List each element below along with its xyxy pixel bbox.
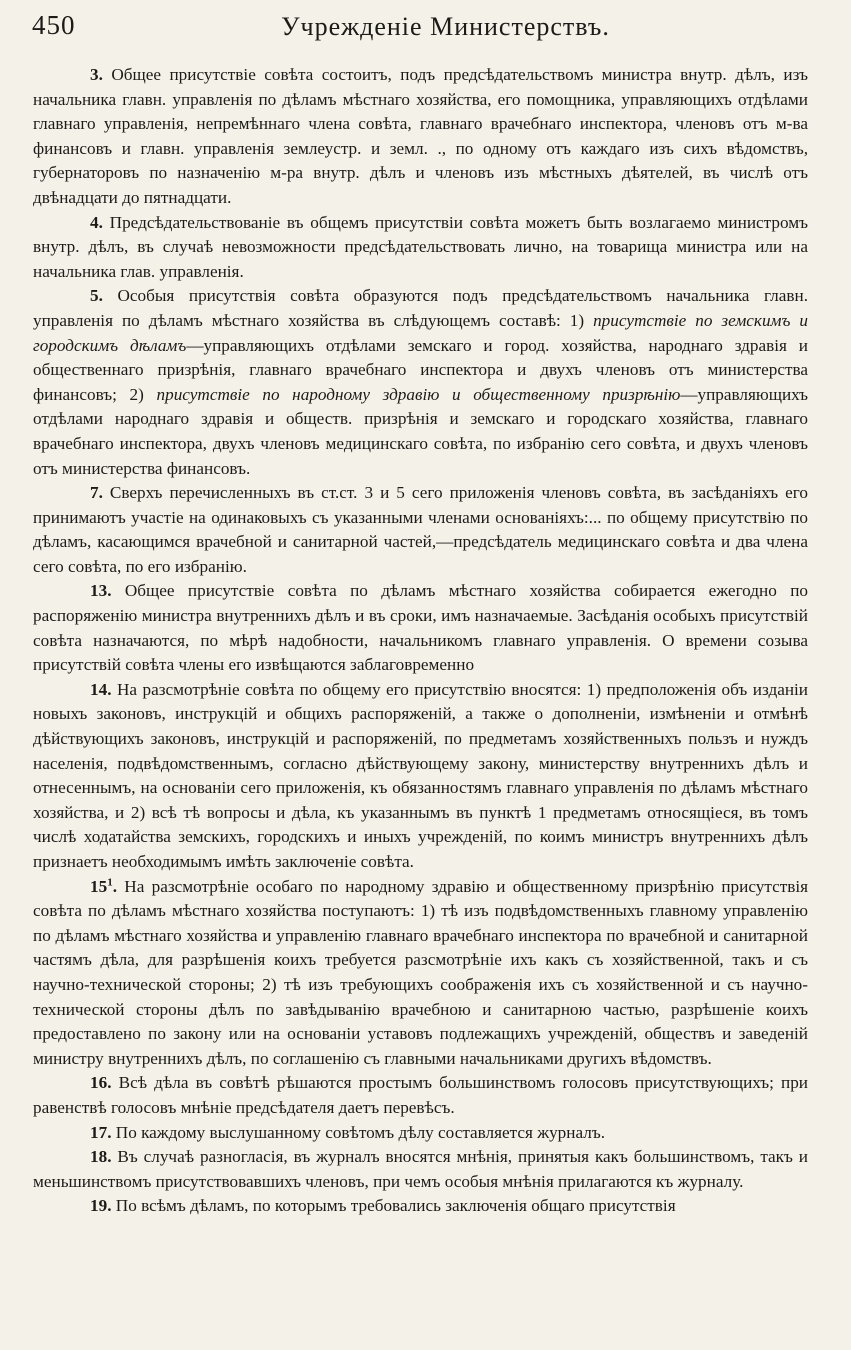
- paragraph-7: [33, 481, 808, 579]
- paragraph-text: Предсѣдательствованіе въ общемъ присутствіи совѣта можетъ быть возлагаемо министромъ внутр. дѣлъ, въ случаѣ невозможности предсѣдательствовать лично, на товарища министра или на начальника глав. управленія.: [33, 212, 808, 281]
- paragraph-14: [33, 678, 808, 875]
- article-number: 13.: [90, 581, 112, 601]
- paragraph-text: Въ случаѣ разногласія, въ журналъ вносятся мнѣнія, принятыя какъ большинствомъ, такъ и меньшинствомъ присутствовавшихъ членовъ, при чемъ особыя мнѣнія прилагаются къ журналу.: [33, 1147, 809, 1191]
- article-number: 18.: [90, 1147, 112, 1167]
- paragraph-19: [33, 1194, 808, 1219]
- article-number-superscript: 1: [107, 875, 113, 888]
- paragraph-text: —управляющихъ отдѣлами земскаго и город. хозяйства, народнаго здравія и общественнаго призрѣнія, главнаго врачебнаго инспектора и двухъ членовъ отъ министерства финансовъ; 2): [33, 335, 808, 404]
- article-number: 19.: [90, 1196, 112, 1216]
- paragraph-text: По каждому выслушанному совѣтомъ дѣлу составляется журналъ.: [115, 1122, 606, 1142]
- paragraph-text: Общее присутствіе совѣта состоитъ, подъ предсѣдательствомъ министра внутр. дѣлъ, изъ начальника главн. управленія по дѣламъ мѣстнаго хозяйства, его помощника, управляющихъ отдѣлами главнаго управленія, непремѣннаго члена совѣта, главнаго врачебнаго инспектора, членовъ отъ м-ва финансовъ и главн. управленія землеустр. и земл. ., по одному отъ каждаго изъ сихъ вѣдомствъ, губернаторовъ по назначенію м-ра внутр. дѣлъ и членовъ изъ мѣстныхъ дѣятелей, въ числѣ отъ двѣнадцати до пятнадцати.: [33, 65, 809, 207]
- paragraph-16: [33, 1071, 808, 1120]
- article-number-dot: .: [112, 876, 117, 896]
- paragraph-17: [33, 1121, 808, 1146]
- paragraph-3: [33, 63, 808, 211]
- article-number-main: 15: [90, 876, 108, 896]
- italic-term: присутствіе по народному здравію и общественному призрѣнію: [156, 384, 681, 404]
- paragraph-text: На разсмотрѣніе особаго по народному здравію и общественному призрѣнію присутствія совѣта по дѣламъ мѣстнаго хозяйства поступаютъ: 1) тѣ изъ подвѣдомственныхъ главному управленію по дѣламъ мѣстнаго хозяйства и управленію главнаго врачебнаго инспектора по врачебной и санитарной частямъ дѣла, для разрѣшенія коихъ требуется разсмотрѣніе ихъ какъ съ хозяйственной, такъ и съ научно-технической стороны; 2) тѣ изъ требующихъ соображенія ихъ съ хозяйственной и съ научно-технической стороны дѣлъ по завѣдыванію врачебною и санитарною частью, разрѣшеніе коихъ предоставлено по закону или на основаніи уставовъ подлежащихъ учрежденій, обществъ и заведеній министру внутреннихъ дѣлъ, по соглашенію съ главными начальниками другихъ вѣдомствъ.: [33, 876, 809, 1068]
- running-title: Учрежденіе Министерствъ.: [281, 12, 610, 41]
- paragraph-13: [33, 579, 808, 677]
- article-number: 3.: [90, 65, 103, 84]
- article-number: 17.: [90, 1122, 112, 1142]
- italic-term: присутствіе по земскимъ и городскимъ дѣламъ: [33, 310, 808, 355]
- article-number: 5.: [90, 286, 103, 306]
- paragraph-text: —управляющихъ отдѣлами народнаго здравія и обществ. призрѣнія и земскаго и городскаго хозяйства, главнаго врачебнаго инспектора, двухъ членовъ медицинскаго совѣта, по избранію сего совѣта, и двухъ членовъ отъ министерства финансовъ.: [33, 384, 808, 478]
- paragraph-text: Особыя присутствія совѣта образуются подъ предсѣдательствомъ начальника главн. управленія по дѣламъ мѣстнаго хозяйства въ слѣдующемъ составѣ: 1): [33, 286, 808, 330]
- page-number: 450: [32, 10, 76, 40]
- article-number: [90, 877, 117, 896]
- paragraph-text: По всѣмъ дѣламъ, по которымъ требовались заключенія общаго присутствія: [115, 1196, 676, 1216]
- paragraph-text: Всѣ дѣла въ совѣтѣ рѣшаются простымъ большинствомъ голосовъ присутствующихъ; при равенствѣ голосовъ мнѣніе предсѣдателя даетъ перевѣсъ.: [33, 1073, 808, 1117]
- article-number: 14.: [90, 679, 112, 699]
- body-text: [33, 63, 808, 1219]
- paragraph-15-1: [33, 875, 808, 1072]
- paragraph-4: [33, 211, 808, 285]
- paragraph-18: [33, 1145, 808, 1194]
- article-number: 4.: [90, 212, 103, 232]
- paragraph-5: [33, 284, 808, 481]
- paragraph-text: Сверхъ перечисленныхъ въ ст.ст. 3 и 5 сего приложенія членовъ совѣта, въ засѣданіяхъ его принимаютъ участіе на одинаковыхъ съ указанными членами основаніяхъ:... по общему присутствію по дѣламъ, касающимся врачебной и санитарной частей,—предсѣдатель медицинскаго совѣта и два члена сего совѣта, по его избранію.: [33, 483, 809, 576]
- article-number: 16.: [90, 1073, 112, 1093]
- paragraph-text: На разсмотрѣніе совѣта по общему его присутствію вносятся: 1) предположенія объ изданіи новыхъ законовъ, инструкцій и общихъ распоряженій, а также о дополненіи, измѣненіи и отмѣнѣ дѣйствующихъ законовъ, инструкцій и распоряженій, по предметамъ хозяйственныхъ пользъ и нуждъ населенія, подвѣдомственнымъ, согласно дѣйствующему закону, министерству внутреннихъ дѣлъ и отнесеннымъ, на основаніи сего приложенія, къ обязанностямъ главнаго управленія по дѣламъ мѣстнаго хозяйства, и 2) всѣ тѣ вопросы и дѣла, къ указаннымъ въ пунктѣ 1 предметамъ относящіеся, въ томъ числѣ ходатайства земскихъ, городскихъ и иныхъ учрежденій, по коимъ министръ внутреннихъ дѣлъ признаетъ необходимымъ имѣть заключеніе совѣта.: [33, 679, 808, 871]
- article-number: 7.: [90, 483, 103, 503]
- paragraph-text: Общее присутствіе совѣта по дѣламъ мѣстнаго хозяйства собирается ежегодно по распоряженію министра внутреннихъ дѣлъ и въ сроки, имъ назначаемые. Засѣданія особыхъ присутствій совѣта назначаются, по мѣрѣ надобности, начальникомъ главнаго управленія. О времени созыва присутствій совѣта члены его извѣщаются заблаговременно: [33, 581, 809, 675]
